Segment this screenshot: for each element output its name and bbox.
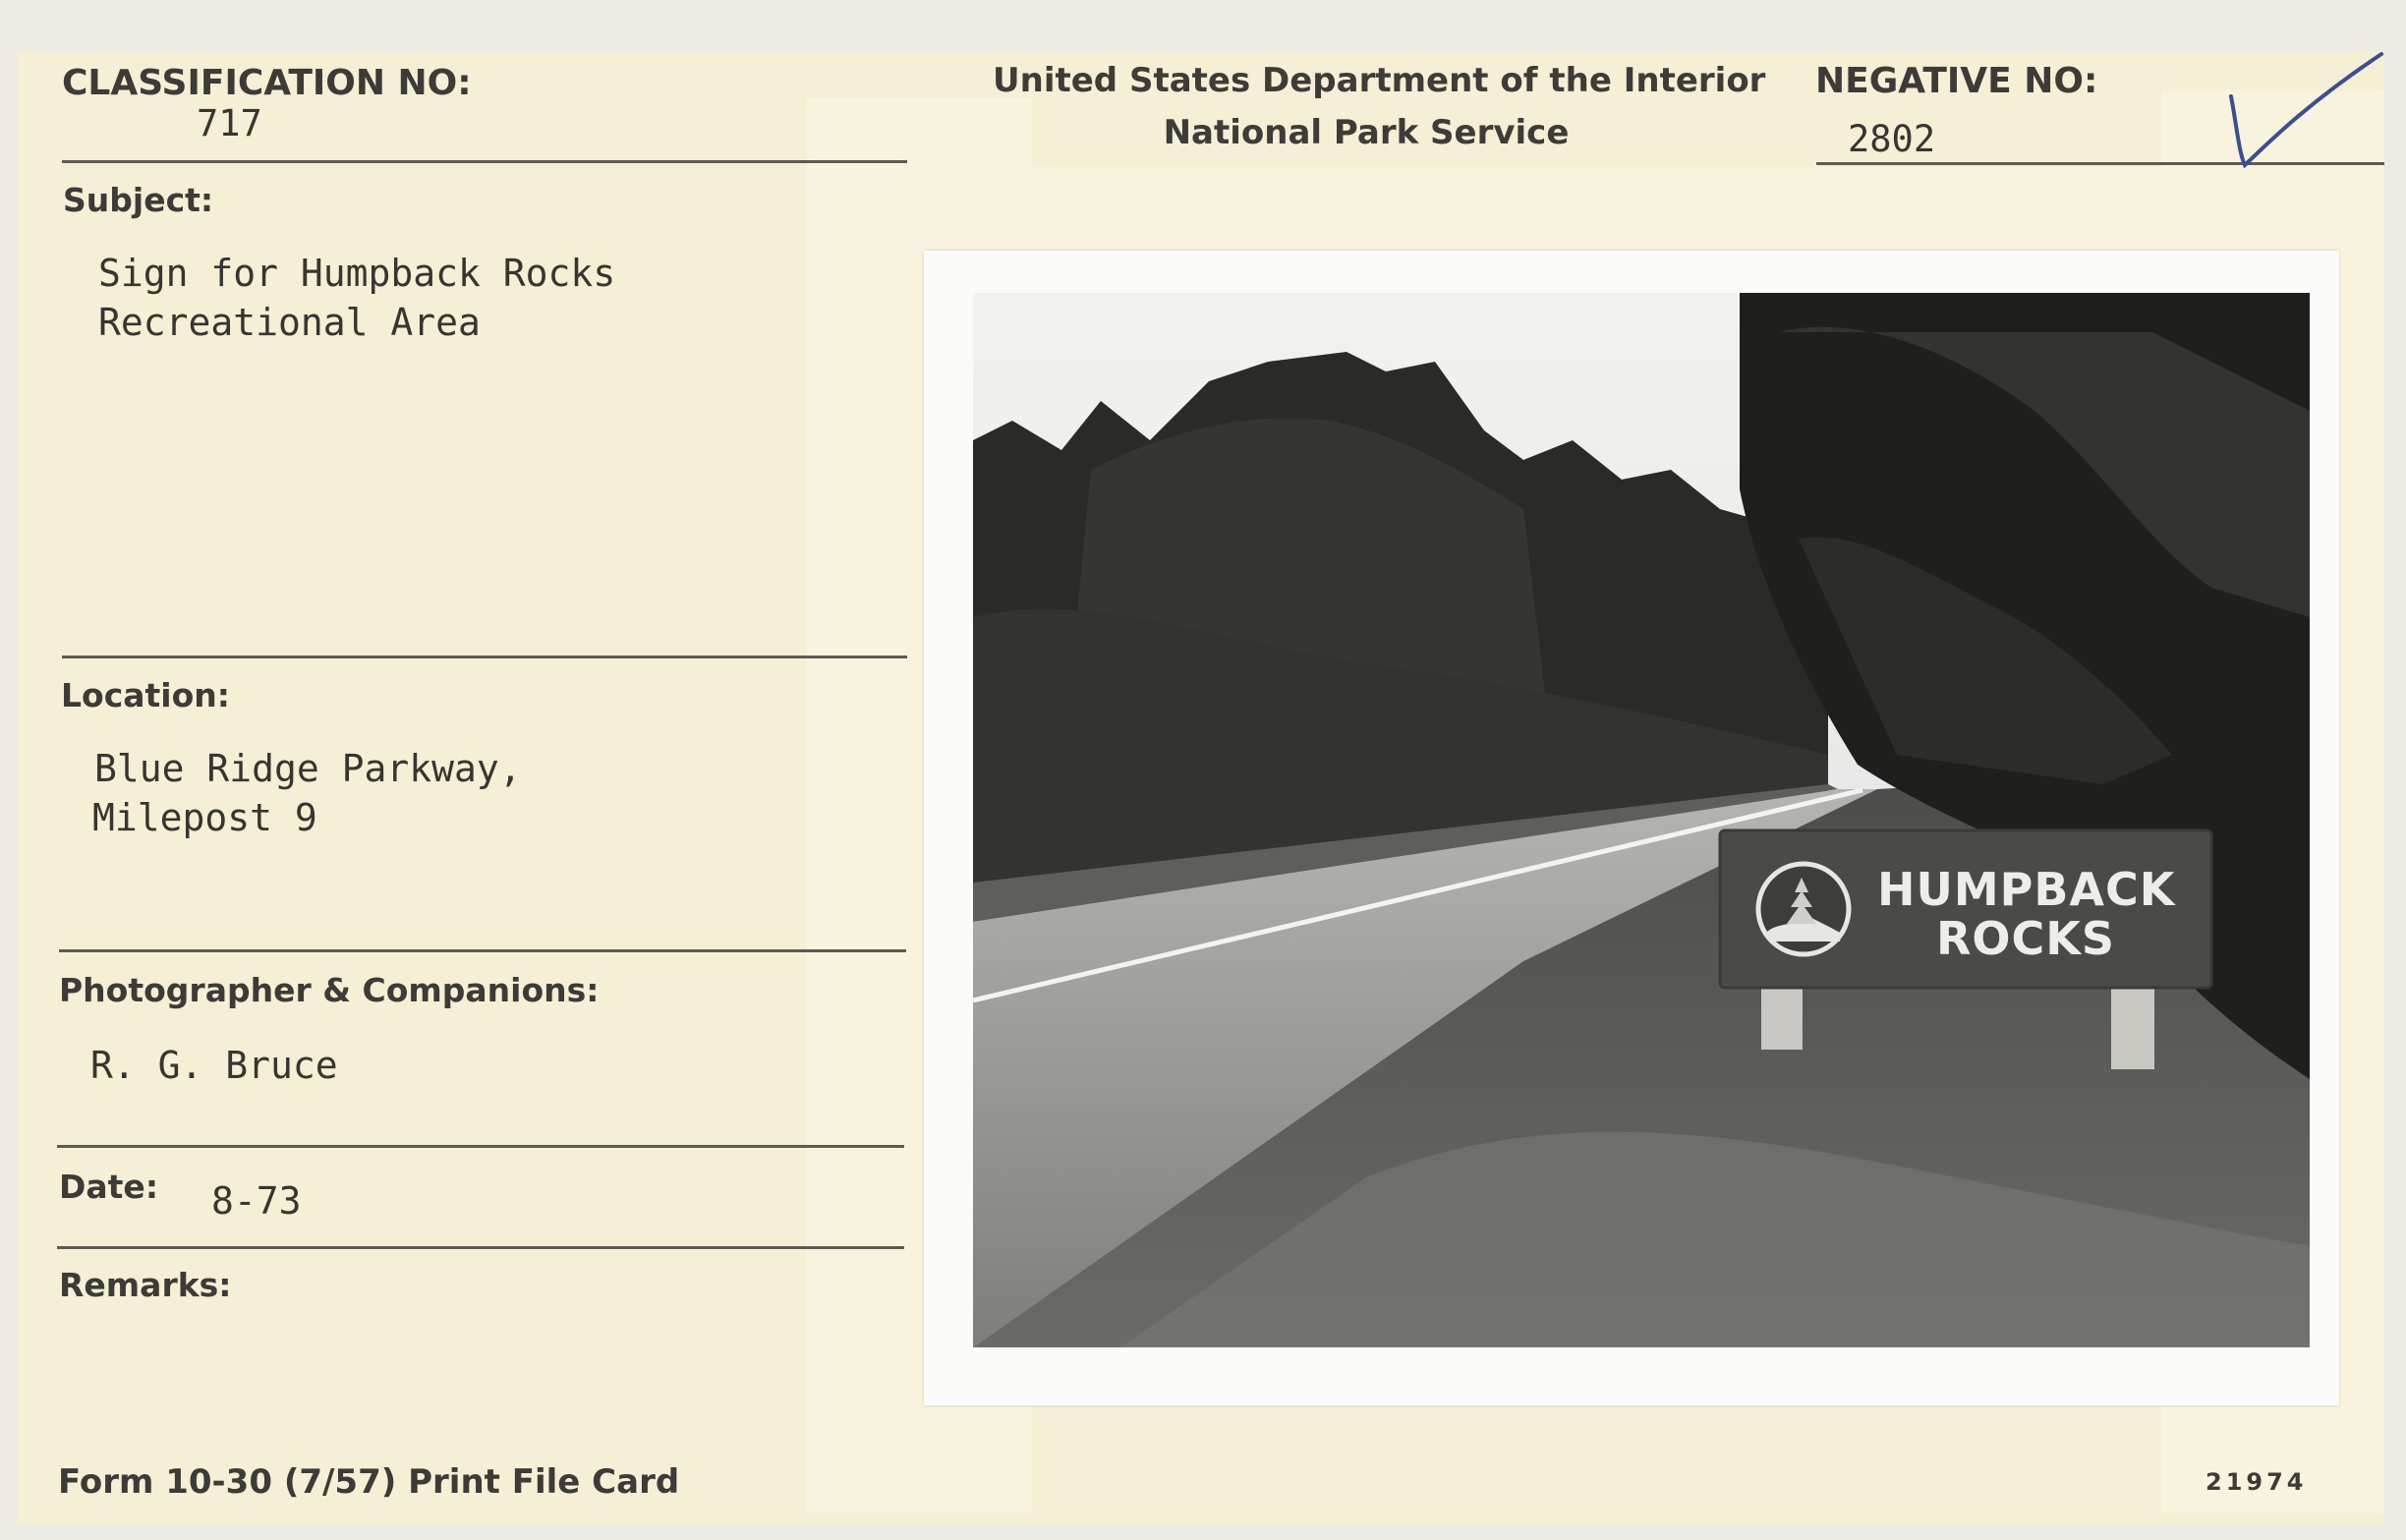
sign-post-right [2111, 981, 2154, 1069]
agency-subtitle: National Park Service [1163, 113, 1570, 152]
subject-line-1: Sign for Humpback Rocks [98, 252, 616, 295]
sign-text-line-1: HUMPBACK [1877, 863, 2176, 916]
subject-line-2: Recreational Area [98, 301, 481, 344]
classification-value: 717 [197, 102, 262, 144]
date-rule [57, 1246, 904, 1249]
classification-rule [62, 160, 907, 163]
date-value: 8-73 [211, 1179, 302, 1223]
photographer-rule [57, 1145, 904, 1148]
classification-label: CLASSIFICATION NO: [62, 63, 472, 103]
location-label: Location: [61, 676, 230, 714]
location-line-1: Blue Ridge Parkway, [94, 747, 522, 790]
date-label: Date: [59, 1168, 159, 1206]
photograph [973, 293, 2310, 1347]
photographer-label: Photographer & Companions: [59, 971, 600, 1009]
form-label: Form 10-30 (7/57) Print File Card [58, 1462, 680, 1502]
subject-label: Subject: [63, 181, 214, 219]
photographer-value: R. G. Bruce [90, 1044, 338, 1087]
location-rule [59, 949, 906, 952]
sign-text-line-2: ROCKS [1936, 912, 2116, 965]
sign-logo-icon [1758, 864, 1849, 954]
location-line-2: Milepost 9 [92, 796, 317, 839]
sign-post-left [1761, 981, 1803, 1050]
agency-title: United States Department of the Interior [993, 61, 1766, 100]
subject-rule [62, 656, 907, 658]
negative-value: 2802 [1848, 118, 1936, 160]
negative-label: NEGATIVE NO: [1815, 61, 2098, 101]
remarks-label: Remarks: [59, 1266, 232, 1304]
checkmark-icon [2219, 49, 2386, 177]
card-number: 21974 [2206, 1468, 2308, 1496]
